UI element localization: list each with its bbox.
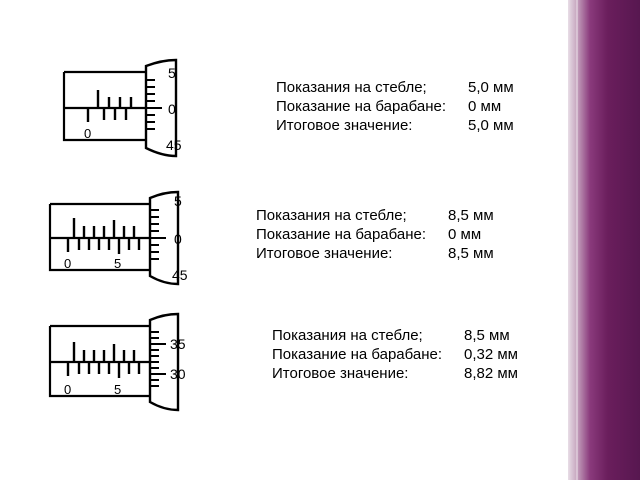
sleeve-label: 0: [84, 126, 92, 141]
total-reading-value: 8,82 мм: [464, 365, 518, 382]
drum-reading-label: Показание на барабане:: [276, 98, 447, 115]
total-row: [256, 244, 494, 263]
total-reading-value: 8,5 мм: [448, 245, 494, 262]
drum-reading-label: Показание на барабане:: [272, 346, 443, 363]
drum-row: [276, 97, 514, 116]
drum-label-top: 5: [168, 65, 176, 81]
micrometer-scheme-3: [44, 312, 204, 412]
drum-row: [256, 225, 494, 244]
drum-reading-value: 0 мм: [468, 98, 502, 115]
total-reading-label: Итоговое значение:: [272, 365, 409, 382]
sleeve-label-zero: 0: [64, 382, 72, 397]
total-reading-label: Итоговое значение:: [276, 117, 413, 134]
drum-reading-label: Показание на барабане:: [256, 226, 427, 243]
total-reading-value: 5,0 мм: [468, 117, 514, 134]
sleeve-label-zero: 0: [64, 256, 72, 271]
drum-label-top: 5: [174, 193, 182, 209]
sleeve-reading-label: Показания на стебле;: [272, 327, 423, 344]
sleeve-row: [256, 206, 494, 225]
sleeve-row: [276, 78, 514, 97]
sleeve-reading-label: Показания на стебле;: [276, 79, 427, 96]
sleeve-reading-value: 8,5 мм: [448, 207, 494, 224]
drum-label-top: 35: [170, 336, 186, 352]
drum-label-mid: 0: [174, 231, 182, 247]
sleeve-reading-value: 8,5 мм: [464, 327, 510, 344]
drum-label-bottom: 45: [166, 137, 182, 153]
drum-label-bottom: 45: [172, 267, 188, 283]
readout-panel-3: [272, 326, 518, 383]
sleeve-label-five: 5: [114, 256, 122, 271]
sleeve-label-five: 5: [114, 382, 122, 397]
total-row: [276, 116, 514, 135]
decorative-side-band: [568, 0, 640, 480]
readout-panel-2: [256, 206, 494, 263]
micrometer-scheme-1: [58, 58, 198, 158]
total-row: [272, 364, 518, 383]
drum-reading-value: 0,32 мм: [464, 346, 518, 363]
drum-label-mid: 0: [168, 101, 176, 117]
micrometer-scheme-2: [44, 188, 204, 288]
drum-reading-value: 0 мм: [448, 226, 482, 243]
sleeve-reading-label: Показания на стебле;: [256, 207, 407, 224]
drum-row: [272, 345, 518, 364]
sleeve-row: [272, 326, 518, 345]
total-reading-label: Итоговое значение:: [256, 245, 393, 262]
readout-panel-1: [276, 78, 514, 135]
drum-label-bottom: 30: [170, 366, 186, 382]
sleeve-reading-value: 5,0 мм: [468, 79, 514, 96]
